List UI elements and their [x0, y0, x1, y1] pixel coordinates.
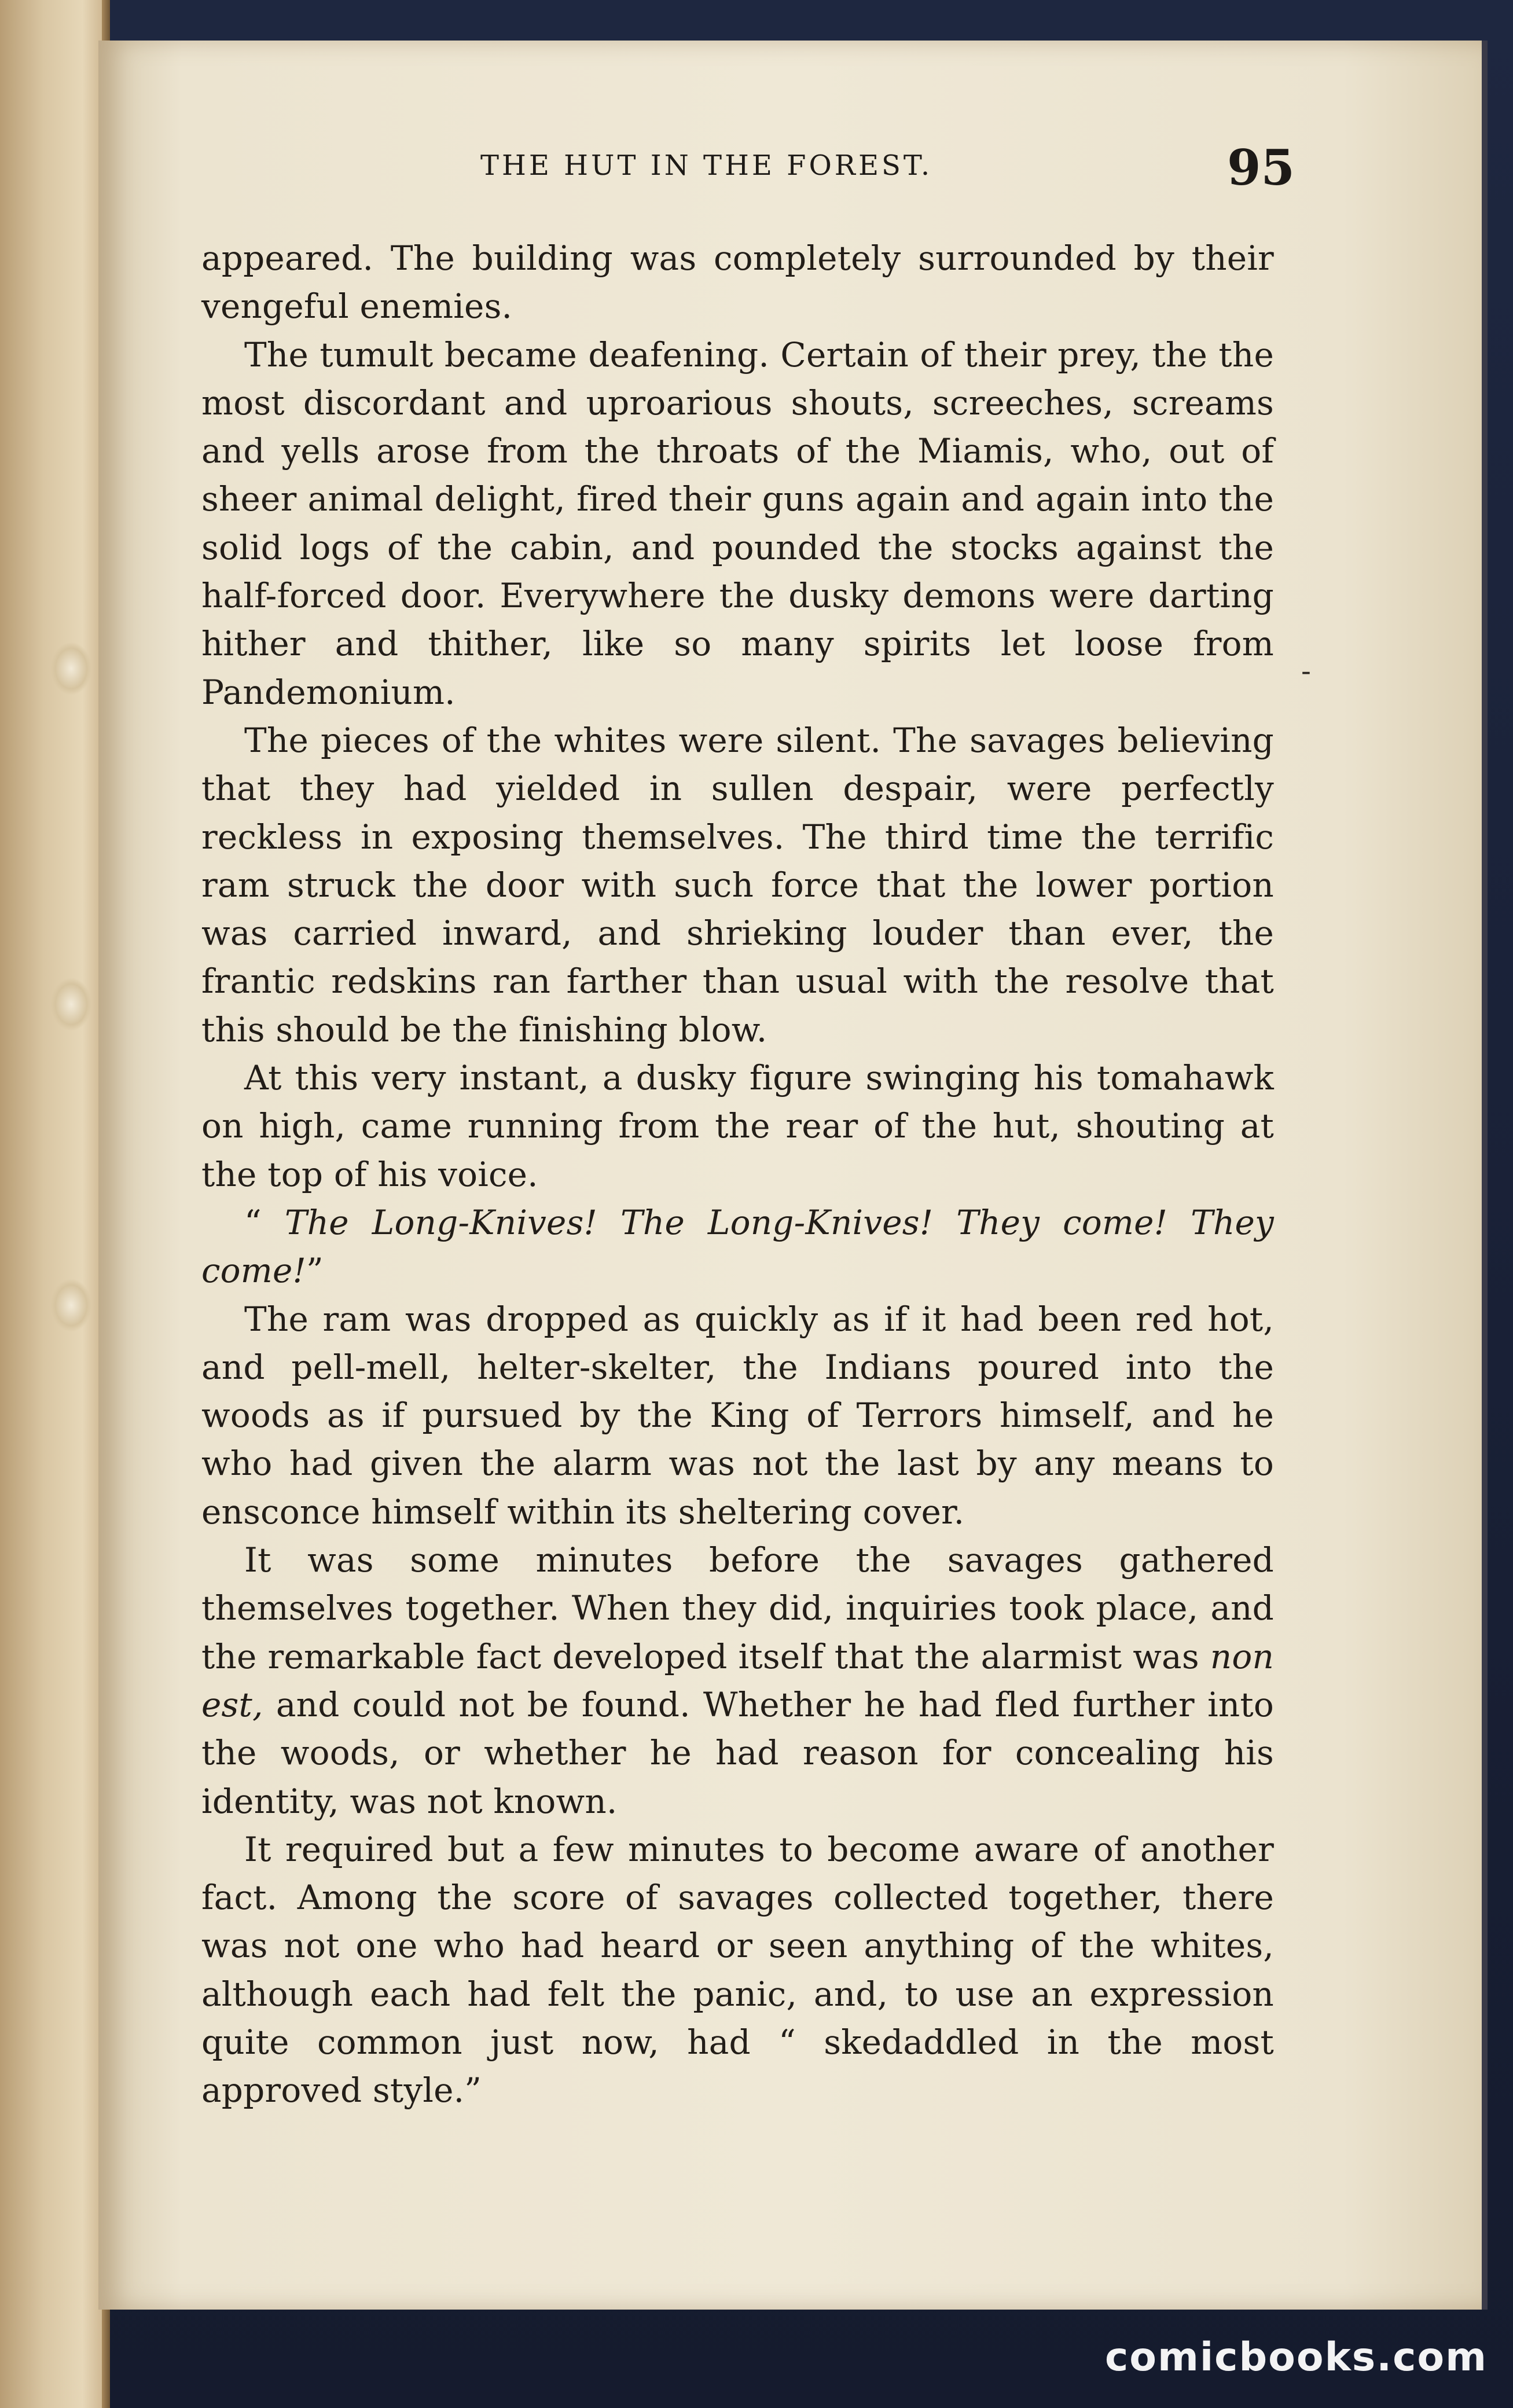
paragraph: [201, 717, 1274, 1054]
binding-thread: [51, 643, 91, 695]
text-run: and could not be found. Whether he had fled further into the woods, or whether he had reason for concealing his identity, was not known.: [201, 1684, 1274, 1821]
paragraph: [201, 234, 1274, 331]
text-run: It required but a few minutes to become aware of another fact. Among the score of savages collected together, there was not one who had heard or seen anything of the whites, although each had felt the panic, and, to use an expression quite common just now, had “ skedaddled in the most approved style.”: [201, 1829, 1274, 2110]
margin-mark: -: [1301, 654, 1311, 688]
watermark: comicbooks.com: [1104, 2334, 1488, 2380]
text-run: The tumult became deafening. Certain of their prey, the the most discordant and uproarious shouts, screeches, screams and yells arose from the throats of the Miamis, who, out of sheer animal delight, fired their guns again and again into the solid logs of the cabin, and pounded the stocks against the half-forced door. Everywhere the dusky demons were darting hither and thither, like so many spirits let loose from Pandemonium.: [201, 335, 1274, 712]
book-page: [98, 41, 1488, 2310]
facing-page-edge: [0, 0, 110, 2408]
text-run: ”: [306, 1251, 324, 1291]
text-run: The pieces of the whites were silent. The savages believing that they had yielded in sullen despair, were perfectly reckless in exposing themselves. The third time the terrific ram struck the door with such force that the lower portion was carried inward, and shrieking louder than ever, the frantic redskins ran farther than usual with the resolve that this should be the finishing blow.: [201, 720, 1274, 1049]
paragraph: [201, 1054, 1274, 1199]
italic-text: non est,: [201, 1636, 1274, 1724]
text-run: It was some minutes before the savages gathered themselves together. When they did, inquiries took place, and the remarkable fact developed itself that the alarmist was: [201, 1540, 1274, 1676]
paragraph: [201, 1826, 1274, 2115]
text-run: “: [244, 1202, 285, 1242]
paragraph: [201, 331, 1274, 717]
text-run: At this very instant, a dusky figure swinging his tomahawk on high, came running from the rear of the hut, shouting at the top of his voice.: [201, 1058, 1274, 1194]
paragraph: [201, 1295, 1274, 1536]
text-run: appeared. The building was completely surrounded by their vengeful enemies.: [201, 238, 1274, 326]
page-number: 95: [1227, 139, 1295, 196]
running-head: THE HUT IN THE FOREST.: [480, 149, 933, 182]
page-header: [98, 139, 1482, 203]
text-run: The ram was dropped as quickly as if it had been red hot, and pell-mell, helter-skelter, the Indians poured into the woods as if pursued by the King of Terrors himself, and he who had given the alarm was not the last by any means to ensconce himself within its sheltering cover.: [201, 1299, 1274, 1532]
paragraph: [201, 1199, 1274, 1295]
paragraph: [201, 1536, 1274, 1826]
binding-thread: [51, 978, 91, 1030]
body-text: [201, 234, 1274, 2115]
binding-thread: [51, 1279, 91, 1331]
italic-text: The Long-Knives! The Long-Knives! They come! They come!: [201, 1202, 1274, 1291]
